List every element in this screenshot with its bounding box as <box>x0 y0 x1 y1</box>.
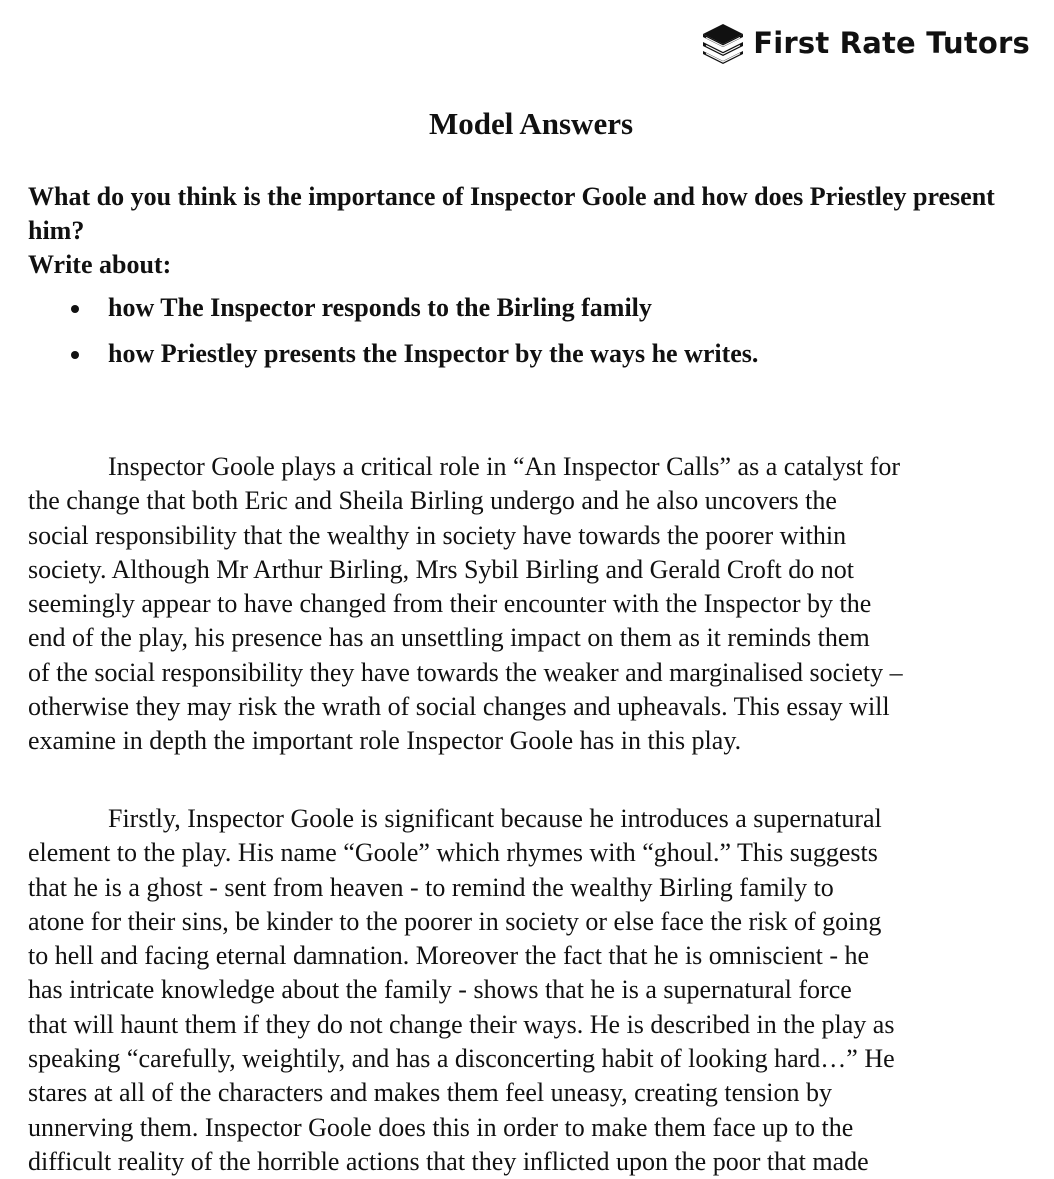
paragraph-line: that he is a ghost - sent from heaven - to remind the wealthy Birling family to <box>28 872 834 902</box>
page-title: Model Answers <box>428 106 634 141</box>
paragraph-line: social responsibility that the wealthy in society have towards the poorer within <box>28 520 847 550</box>
paragraph-line: Firstly, Inspector Goole is significant because he introduces a supernatural <box>108 804 882 833</box>
essay-paragraph-intro <box>28 450 1038 759</box>
paragraph-line: stares at all of the characters and makes them feel uneasy, creating tension by <box>28 1078 832 1108</box>
paragraph-line: society. Although Mr Arthur Birling, Mrs Sybil Birling and Gerald Croft do not <box>28 554 854 584</box>
paragraph-line: unnerving them. Inspector Goole does this in order to make them face up to the <box>28 1112 854 1142</box>
write-about-label: Write about: <box>28 250 172 279</box>
paragraph-line: Inspector Goole plays a critical role in “An Inspector Calls” as a catalyst for <box>108 452 900 481</box>
write-about-list <box>28 291 758 383</box>
list-item-text: how The Inspector responds to the Birling family <box>108 293 652 322</box>
paragraph-line: examine in depth the important role Inspector Goole has in this play. <box>28 726 742 756</box>
paragraph-line: to hell and facing eternal damnation. Moreover the fact that he is omniscient - he <box>28 941 870 971</box>
list-item <box>28 337 758 371</box>
paragraph-line: speaking “carefully, weightily, and has a disconcerting habit of looking hard…” He <box>28 1044 895 1074</box>
paragraph-line: that will haunt them if they do not change their ways. He is described in the play as <box>28 1009 895 1039</box>
paragraph-line: has intricate knowledge about the family - shows that he is a supernatural force <box>28 975 852 1005</box>
bullet-icon <box>71 305 79 313</box>
brand-header <box>699 22 1030 64</box>
list-item-text: how Priestley presents the Inspector by the ways he writes. <box>108 339 759 368</box>
paragraph-line: otherwise they may risk the wrath of social changes and upheavals. This essay will <box>28 692 890 722</box>
bullet-icon <box>71 351 79 359</box>
paragraph-line: end of the play, his presence has an unsettling impact on them as it reminds them <box>28 623 870 653</box>
essay-paragraph-first-point <box>28 802 1038 1179</box>
stacked-books-icon <box>699 22 745 64</box>
paragraph-line: seemingly appear to have changed from their encounter with the Inspector by the <box>28 589 872 619</box>
question-prompt: What do you think is the importance of Inspector Goole and how does Priestley present him? <box>28 182 995 245</box>
list-item <box>28 291 758 325</box>
paragraph-line: atone for their sins, be kinder to the poorer in society or else face the risk of going <box>28 906 882 936</box>
paragraph-line: the change that both Eric and Sheila Birling undergo and he also uncovers the <box>28 486 837 516</box>
paragraph-line: difficult reality of the horrible actions that they inflicted upon the poor that made <box>28 1146 869 1176</box>
paragraph-line: element to the play. His name “Goole” which rhymes with “ghoul.” This suggests <box>28 838 878 868</box>
paragraph-line: of the social responsibility they have towards the weaker and marginalised society – <box>28 657 903 687</box>
brand-name: First Rate Tutors <box>753 26 1030 60</box>
